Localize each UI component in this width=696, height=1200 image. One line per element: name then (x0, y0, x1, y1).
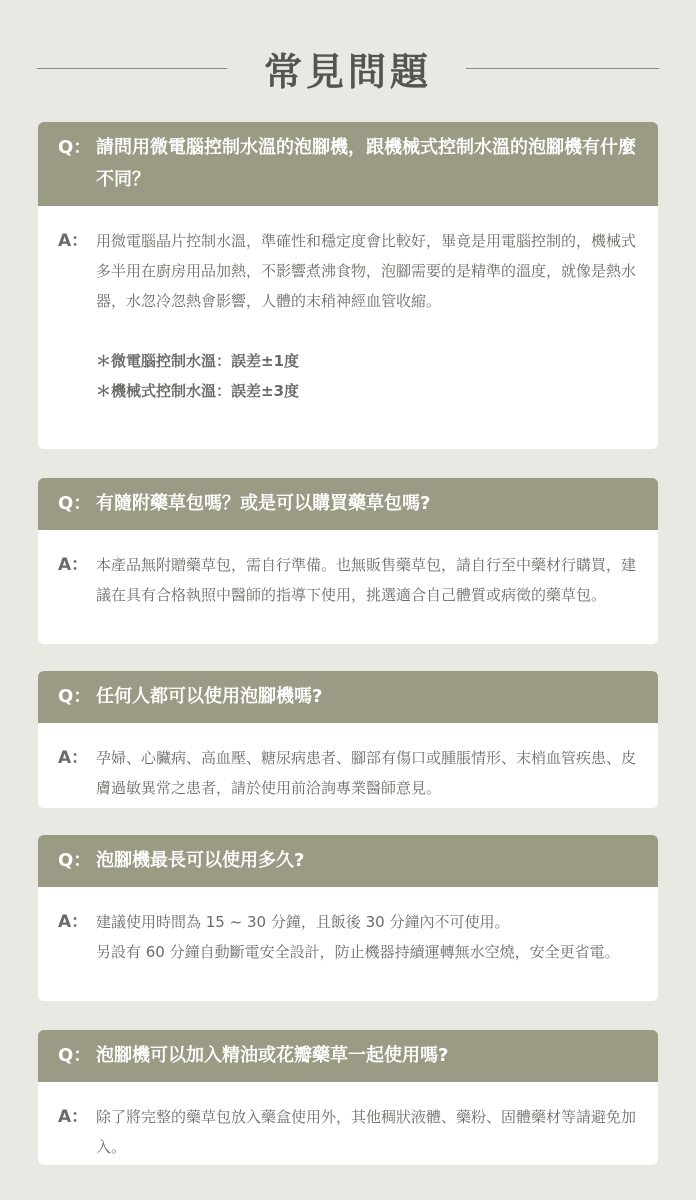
title-divider-left (37, 68, 227, 69)
answer-text: 孕婦、心臟病、高血壓、糖尿病患者、腳部有傷口或腫脹情形、末梢血管疾患、皮膚過敏異常之患者，請於使用前洽詢專業醫師意見。 (96, 749, 637, 797)
faq-item-1 (38, 122, 658, 449)
question-marker: Q： (58, 137, 92, 158)
title-divider-right (466, 68, 659, 69)
answer-marker: A： (58, 555, 89, 575)
faq-question (38, 1030, 658, 1082)
answer-note: ＊微電腦控制水溫：誤差±1度 (96, 352, 300, 370)
page-title: 常見問題 (263, 48, 432, 94)
faq-item-5 (38, 1030, 658, 1165)
faq-answer (38, 723, 658, 808)
answer-text: 用微電腦晶片控制水溫，準確性和穩定度會比較好，畢竟是用電腦控制的，機械式多半用在廚房用品加熱，不影響煮沸食物，泡腳需要的是精準的溫度，就像是熱水器，水忽冷忽熱會影響，人體的末稍神經血管收縮。 (96, 232, 637, 310)
faq-answer (38, 206, 658, 428)
question-text: 泡腳機最長可以使用多久? (96, 850, 305, 871)
faq-question (38, 671, 658, 723)
answer-text: 建議使用時間為 15 ~ 30 分鐘，且飯後 30 分鐘內不可使用。 (96, 913, 510, 931)
faq-answer (38, 1082, 658, 1165)
answer-text: 本產品無附贈藥草包，需自行準備。也無販售藥草包，請自行至中藥材行購買，建議在具有合格執照中醫師的指導下使用，挑選適合自己體質或病徵的藥草包。 (96, 556, 637, 604)
answer-marker: A： (58, 1107, 89, 1127)
question-marker: Q： (58, 850, 92, 871)
question-marker: Q： (58, 1045, 92, 1066)
question-marker: Q： (58, 686, 92, 707)
answer-marker: A： (58, 748, 89, 768)
faq-question (38, 835, 658, 887)
faq-answer (38, 530, 658, 632)
question-marker: Q： (58, 493, 92, 514)
question-text: 泡腳機可以加入精油或花瓣藥草一起使用嗎? (96, 1045, 449, 1066)
question-text: 任何人都可以使用泡腳機嗎? (96, 686, 323, 707)
answer-marker: A： (58, 231, 89, 251)
faq-question (38, 478, 658, 530)
faq-item-4 (38, 835, 658, 1001)
answer-text: 除了將完整的藥草包放入藥盒使用外，其他稠狀液體、藥粉、固體藥材等請避免加入。 (96, 1108, 637, 1156)
answer-marker: A： (58, 912, 89, 932)
faq-question (38, 122, 658, 206)
faq-item-2 (38, 478, 658, 644)
answer-note: ＊機械式控制水溫：誤差±3度 (96, 382, 300, 400)
header (0, 40, 696, 96)
question-text: 請問用微電腦控制水溫的泡腳機，跟機械式控制水溫的泡腳機有什麼不同？ (96, 137, 636, 190)
faq-answer (38, 887, 658, 989)
question-text: 有隨附藥草包嗎？或是可以購買藥草包嗎? (96, 493, 431, 514)
answer-text: 另設有 60 分鐘自動斷電安全設計，防止機器持續運轉無水空燒，安全更省電。 (96, 943, 620, 961)
faq-item-3 (38, 671, 658, 808)
